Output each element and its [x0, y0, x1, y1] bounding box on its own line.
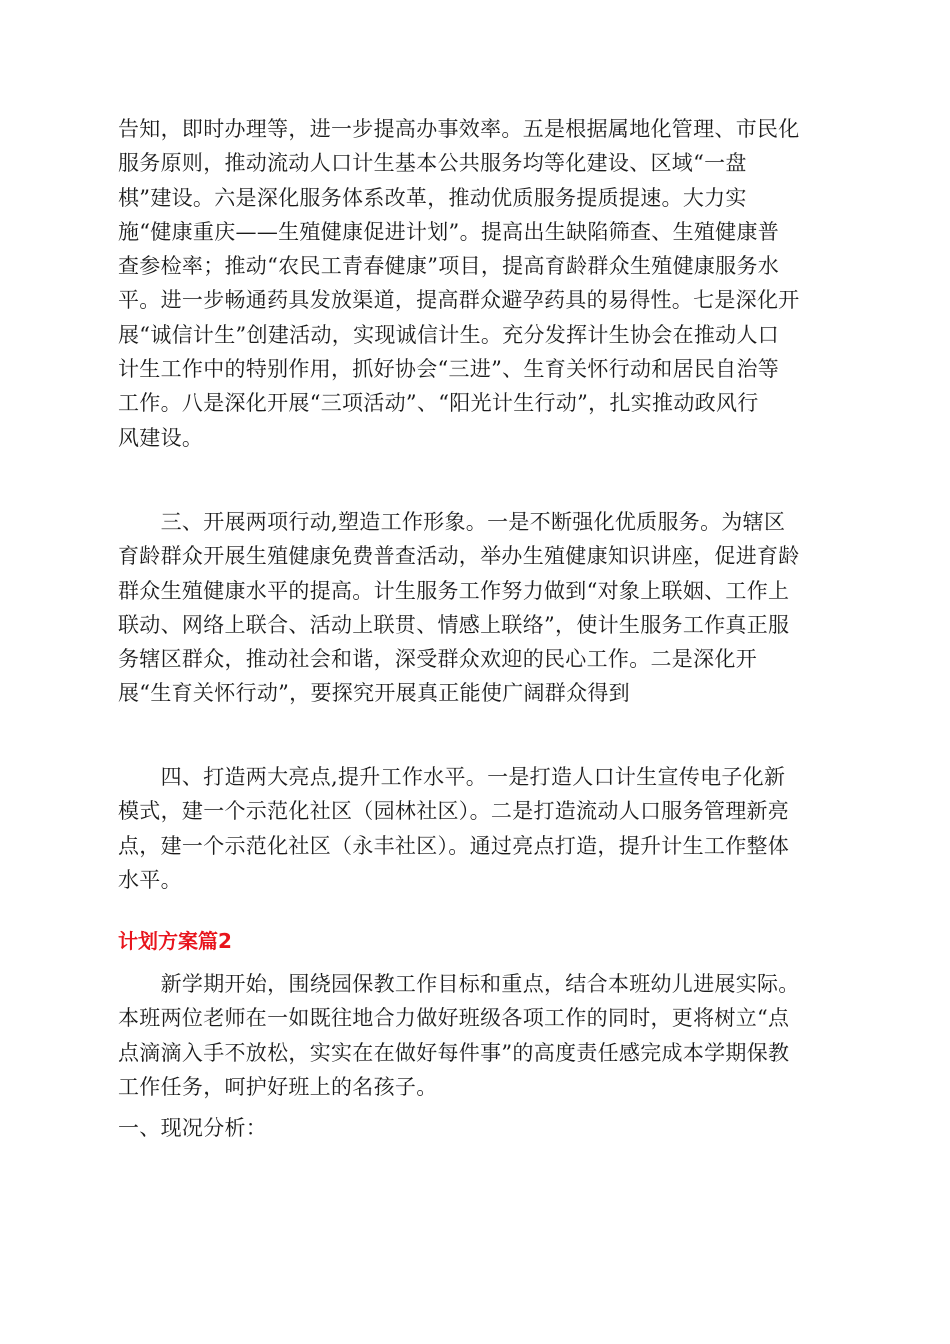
- body-paragraph: 告知，即时办理等，进一步提高办事效率。五是根据属地化管理、市民化 服务原则，推动流动人口计生基本公共服务均等化建设、区域“一盘 棋”建设。六是深化服务体系改革，推动优质服务提质提速。大力实 施“健康重庆——生殖健康促进计划”。提高出生缺陷筛查、生殖健康普 查参检率；推动“农民工青春健康”项目，提高育龄群众生殖健康服务水 平。进一步畅通药具发放渠道，提高群众避孕药具的易得性。七是深化开 展“诚信计生”创建活动，实现诚信计生。充分发挥计生协会在推动人口 计生工作中的特别作用，抓好协会“三进”、生育关怀行动和居民自治等 工作。八是深化开展“三项活动”、“阳光计生行动”，扎实推动政风行 风建设。: [118, 117, 800, 450]
- plan-heading: 计划方案篇2: [118, 929, 232, 953]
- section-three-paragraph: 三、开展两项行动,塑造工作形象。一是不断强化优质服务。为辖区 育龄群众开展生殖健康免费普查活动，举办生殖健康知识讲座，促进育龄 群众生殖健康水平的提高。计生服务工作努力做到“对象上联姻、工作上 联动、网络上联合、活动上联贯、情感上联络”，使计生服务工作真正服 务辖区群众，推动社会和谐，深受群众欢迎的民心工作。二是深化开 展“生育关怀行动”，要探究开展真正能使广阔群众得到: [118, 510, 800, 706]
- intro-paragraph: 新学期开始，围绕园保教工作目标和重点，结合本班幼儿进展实际。 本班两位老师在一如既往地合力做好班级各项工作的同时，更将树立“点 点滴滴入手不放松，实实在在做好每件事”的高度责任感完成本学期保教 工作任务，呵护好班上的名孩子。: [118, 972, 800, 1099]
- analysis-heading: 一、现况分析：: [118, 1116, 268, 1140]
- section-four-paragraph: 四、打造两大亮点,提升工作水平。一是打造人口计生宣传电子化新 模式，建一个示范化社区（园林社区）。二是打造流动人口服务管理新亮 点，建一个示范化社区（永丰社区）。通过亮点打造，提升计生工作整体 水平。: [118, 765, 790, 892]
